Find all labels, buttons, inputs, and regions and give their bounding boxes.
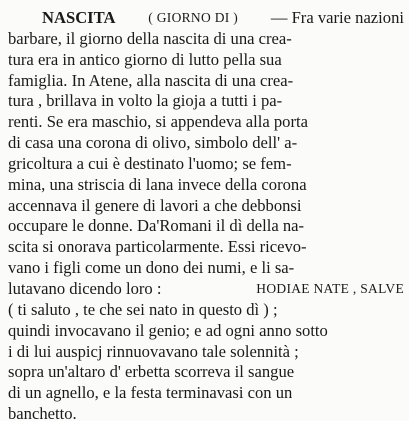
text-line-5 (8, 91, 404, 112)
text-line-8 (8, 154, 404, 175)
text-line-13 (8, 258, 404, 279)
text-line-19 (8, 383, 404, 404)
text-line-15 (8, 300, 404, 321)
line-text: mina, una striscia di lana invece della corona (8, 174, 307, 194)
line-text: ( ti saluto , te che sei nato in questo dì ) ; (8, 299, 278, 319)
headword: NASCITA (42, 8, 116, 27)
text-line-18 (8, 362, 404, 383)
line-text: renti. Se era maschio, si appendeva alla porta (8, 112, 308, 132)
line-text: barbare, il giorno della nascita di una crea- (8, 28, 292, 48)
line-text: quindi invocavano il genio; e ad ogni anno sotto (8, 320, 328, 340)
latin-salutation: HODIAE NATE , SALVE (256, 280, 404, 296)
line-text: banchetto. (8, 404, 77, 424)
text-line-1 (8, 8, 404, 29)
text-line-2 (8, 29, 404, 50)
line-text: i di lui auspicj rinnuovavano tale solennità ; (8, 341, 299, 361)
text-line-14 (8, 279, 404, 300)
line-text: gricoltura a cui è destinato l'uomo; se fem- (8, 153, 292, 173)
text-line-12 (8, 237, 404, 258)
line-text: sopra un'altaro d' erbetta scorreva il sangue (8, 362, 295, 382)
line-text: di casa una corona di olivo, simbolo dell' a- (8, 133, 298, 153)
line-text: tura era in antico giorno di lutto pella sua (8, 49, 282, 69)
line-text: tura , brillava in volto la gioja a tutti i pa- (8, 91, 283, 111)
text-line-1-rest: — Fra varie nazioni (270, 8, 404, 27)
text-line-11 (8, 216, 404, 237)
text-line-16 (8, 321, 404, 342)
line-text: scita si onorava particolarmente. Essi ricevo- (8, 237, 307, 257)
text-line-17 (8, 342, 404, 363)
text-line-9 (8, 175, 404, 196)
text-line-10 (8, 196, 404, 217)
line-text: occupare le donne. Da'Romani il dì della na- (8, 216, 305, 236)
text-line-4 (8, 71, 404, 92)
text-line-3 (8, 50, 404, 71)
text-line-20 (8, 404, 404, 425)
line-text: accennava il genere di lavori a che debbonsi (8, 195, 302, 215)
article-body (8, 8, 404, 425)
headword-qualifier: ( GIORNO DI ) (148, 10, 239, 25)
text-line-7 (8, 133, 404, 154)
line-text: famiglia. In Atene, alla nascita di una crea- (8, 70, 294, 90)
line-text: di un agnello, e la festa terminavasi con un (8, 383, 293, 403)
line-text: vano i figli come un dono dei numi, e li sa- (8, 258, 295, 278)
text-line-6 (8, 112, 404, 133)
line-text: lutavano dicendo loro : (8, 278, 162, 298)
